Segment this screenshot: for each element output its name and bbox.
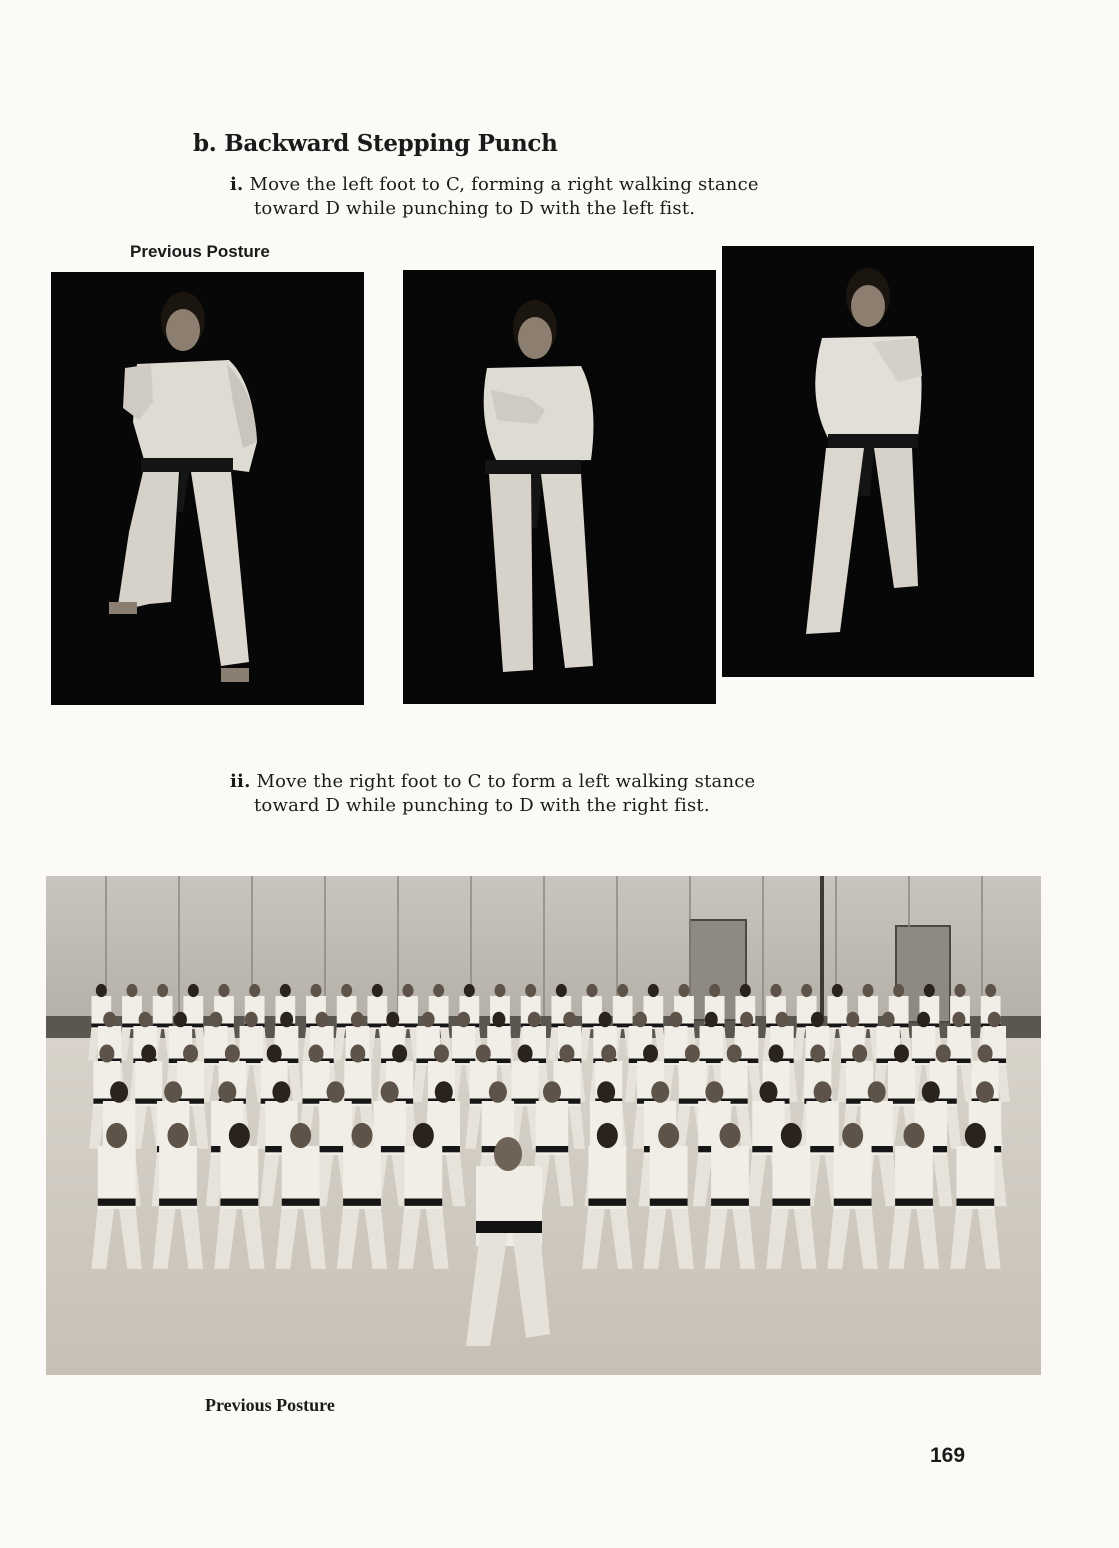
page-number: 169 [930, 1444, 966, 1467]
step-instruction [230, 770, 755, 818]
group-class-photo [46, 876, 1041, 1375]
step-text-line: Move the left foot to C, forming a right walking stance [249, 174, 759, 195]
step-text-line: Move the right foot to C to form a left walking stance [256, 771, 756, 792]
step-text-line: toward D while punching to D with the right fist. [254, 795, 710, 816]
section-title: b. Backward Stepping Punch [193, 130, 558, 157]
step-number: ii. [230, 771, 251, 792]
photo-caption: Previous Posture [205, 1395, 335, 1415]
photo-caption: Previous Posture [130, 242, 270, 261]
demonstration-photo-step-2 [722, 246, 1034, 677]
demonstration-photo-step-1 [403, 270, 716, 704]
step-instruction [230, 173, 759, 221]
step-text-line: toward D while punching to D with the left fist. [254, 198, 696, 219]
demonstration-photo-previous-posture [51, 272, 364, 705]
step-number: i. [230, 174, 244, 195]
